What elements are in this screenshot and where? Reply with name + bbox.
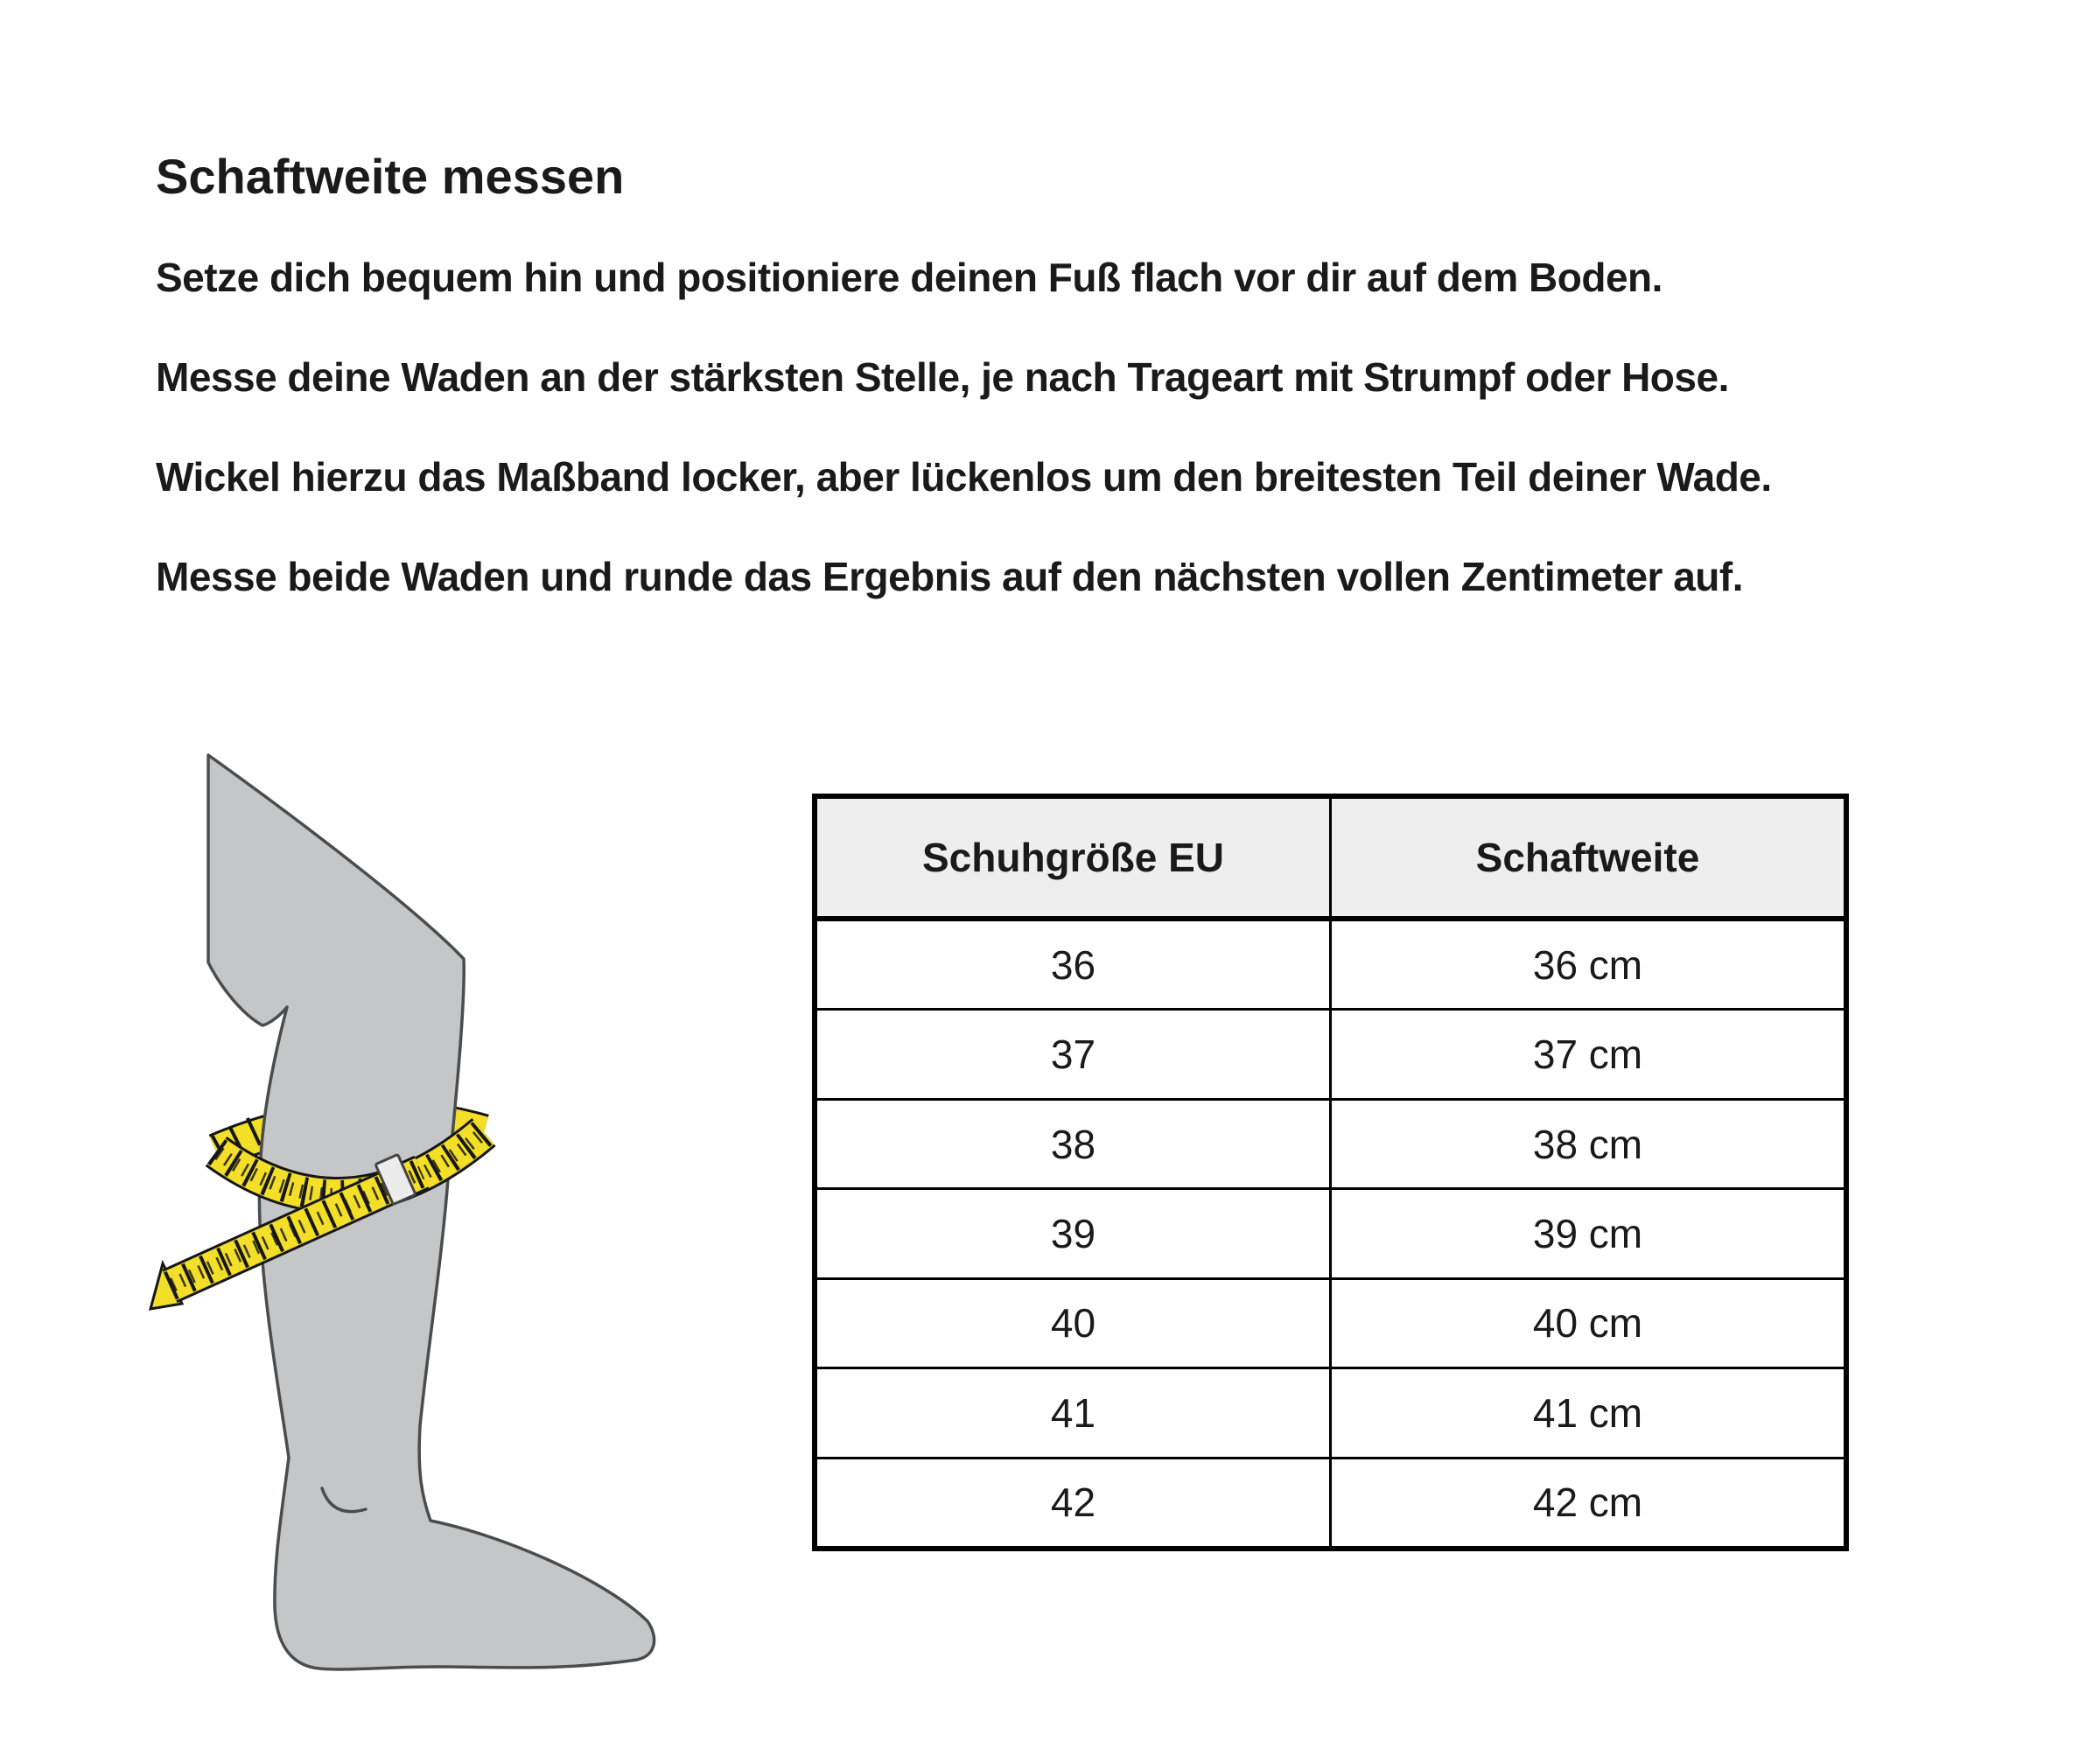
- shoe-size-cell: 40: [815, 1278, 1331, 1368]
- shaft-width-cell: 41 cm: [1331, 1368, 1847, 1458]
- table-row: [815, 1010, 1846, 1099]
- shoe-size-cell: 38: [815, 1099, 1331, 1188]
- table-row: [815, 1278, 1846, 1368]
- column-header-shoe-size: Schuhgröße EU: [815, 796, 1331, 919]
- table-row: [815, 919, 1846, 1010]
- shaft-width-cell: 37 cm: [1331, 1010, 1847, 1099]
- shoe-size-cell: 42: [815, 1458, 1331, 1549]
- column-header-shaft-width: Schaftweite: [1331, 796, 1847, 919]
- shaft-width-cell: 40 cm: [1331, 1278, 1847, 1368]
- instruction-line: Setze dich bequem hin und positioniere deinen Fuß flach vor dir auf dem Boden.: [156, 255, 1662, 300]
- table-row: [815, 1458, 1846, 1549]
- shoe-size-cell: 41: [815, 1368, 1331, 1458]
- leg-measurement-illustration: [131, 742, 700, 1726]
- shaft-width-cell: 38 cm: [1331, 1099, 1847, 1188]
- shoe-size-cell: 37: [815, 1010, 1331, 1099]
- size-table: [812, 794, 1849, 1551]
- shaft-width-cell: 39 cm: [1331, 1189, 1847, 1278]
- shaft-width-cell: 42 cm: [1331, 1458, 1847, 1549]
- size-table-header-row: [815, 796, 1846, 919]
- table-row: [815, 1189, 1846, 1278]
- table-row: [815, 1368, 1846, 1458]
- instruction-line: Messe beide Waden und runde das Ergebnis auf den nächsten vollen Zentimeter auf.: [156, 554, 1743, 599]
- shaft-width-cell: 36 cm: [1331, 919, 1847, 1010]
- table-row: [815, 1099, 1846, 1188]
- page-title: Schaftweite messen: [156, 149, 625, 204]
- instruction-line: Messe deine Waden an der stärksten Stelle, je nach Trageart mit Strumpf oder Hose.: [156, 354, 1729, 400]
- instruction-line: Wickel hierzu das Maßband locker, aber lückenlos um den breitesten Teil deiner Wade.: [156, 454, 1772, 500]
- leg-shape: [208, 755, 654, 1669]
- shoe-size-cell: 36: [815, 919, 1331, 1010]
- shoe-size-cell: 39: [815, 1189, 1331, 1278]
